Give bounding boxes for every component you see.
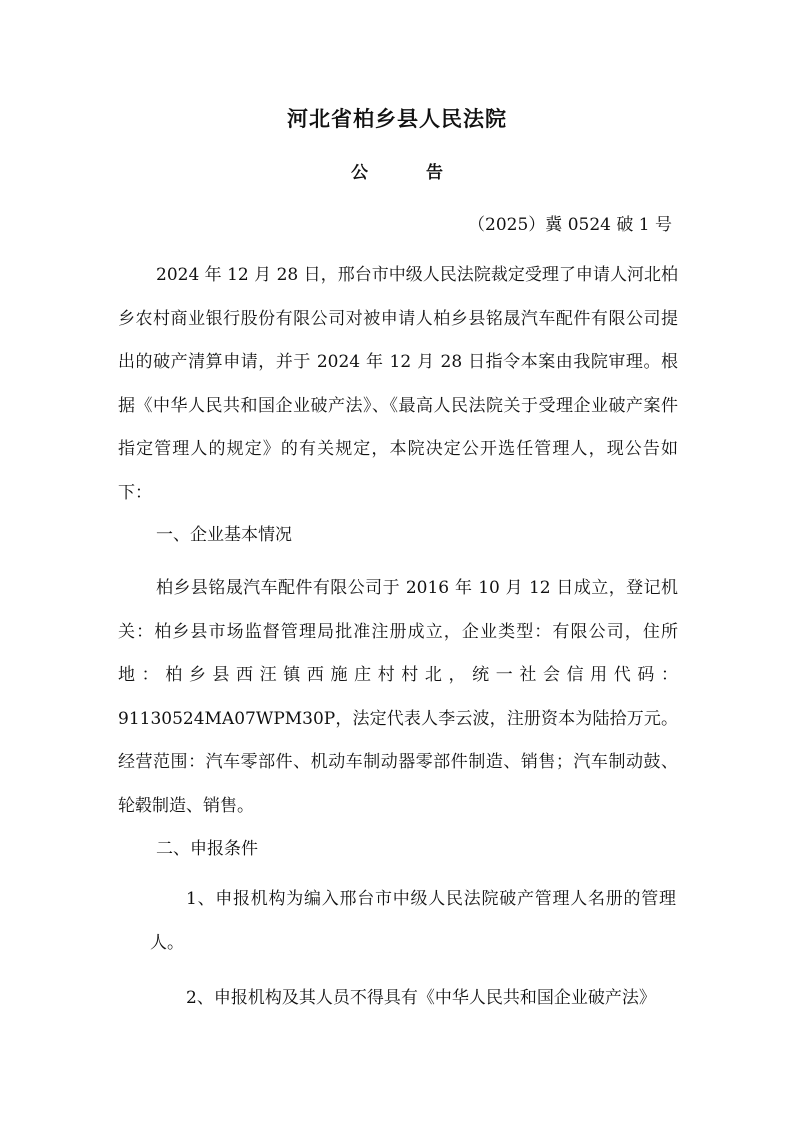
announcement-heading: 公 告 [351,163,469,183]
section-heading-conditions: 二、申报条件 [156,839,258,859]
company-info-paragraph: 柏乡县铭晟汽车配件有限公司于 2016 年 10 月 12 日成立，登记机关：柏乡县市场监督管理局批准注册成立，企业类型：有限公司，住所地：柏乡县西汪镇西施庄村村北，统一社会信用代码：91130524MA07WPM30P，法定代表人李云波，注册资本为陆拾万元。经营范围：汽车零部件、机动车制动器零部件制造、销售；汽车制动鼓、轮毂制造、销售。 [118,578,678,816]
section-heading-basic-info: 一、企业基本情况 [156,525,292,545]
condition-item-1: 1、申报机构为编入邢台市中级人民法院破产管理人名册的管理人。 [150,889,676,953]
court-title: 河北省柏乡县人民法院 [287,106,507,131]
condition-item-2: 2、申报机构及其人员不得具有《中华人民共和国企业破产法》 [186,988,656,1008]
case-number: （2025）冀 0524 破 1 号 [468,215,672,235]
intro-paragraph: 2024 年 12 月 28 日，邢台市中级人民法院裁定受理了申请人河北柏乡农村商业银行股份有限公司对被申请人柏乡县铭晟汽车配件有限公司提出的破产清算申请，并于 2024 年 12 月 28 日指令本案由我院审理。根据《中华人民共和国企业破产法》、《最高人民法院关于受理企业破产案件指定管理人的规定》的有关规定，本院决定公开选任管理人，现公告如下： [118,265,678,503]
